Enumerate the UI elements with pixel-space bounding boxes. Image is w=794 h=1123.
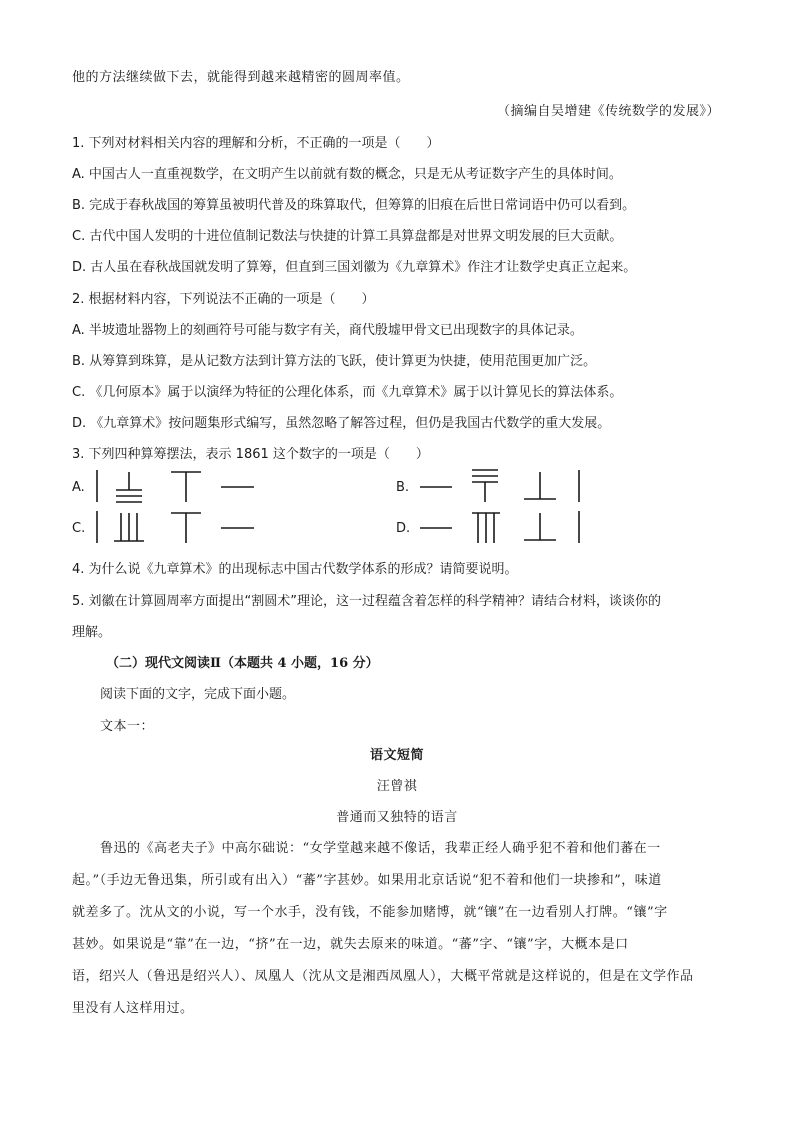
article-line: 起。”（手边无鲁迅集，所引或有出入）“蕃”字甚妙。如果用北京话说“犯不着和他们一块掺和”，味道 — [72, 873, 662, 888]
question-3-option-c-label: C. — [72, 521, 86, 536]
text-one-label: 文本一： — [100, 719, 155, 734]
counting-rods-option-b — [414, 466, 594, 506]
counting-rods-option-c — [88, 507, 268, 547]
question-1-option-a: A. 中国古人一直重视数学，在文明产生以前就有数的概念，只是无从考证数字产生的具体时间。 — [72, 167, 622, 182]
question-2-option-b: B. 从筹算到珠算，是从记数方法到计算方法的飞跃，使计算更为快捷，使用范围更加广泛。 — [72, 354, 597, 369]
question-1-option-c: C. 古代中国人发明的十进位值制记数法与快捷的计算工具算盘都是对世界文明发展的巨大贡献。 — [72, 229, 623, 244]
counting-rods-option-a — [88, 466, 268, 506]
question-3-stem: 3. 下列四种算筹摆法，表示 1861 这个数字的一项是（ ） — [72, 447, 429, 462]
article-line: 鲁迅的《高老夫子》中高尔础说：“女学堂越来越不像话，我辈正经人确乎犯不着和他们蕃在一 — [100, 841, 661, 856]
source-citation: （摘编自吴增建《传统数学的发展》） — [497, 104, 721, 119]
question-2-stem: 2. 根据材料内容，下列说法不正确的一项是（ ） — [72, 292, 375, 307]
continuation-line: 他的方法继续做下去，就能得到越来越精密的圆周率值。 — [72, 70, 410, 85]
article-line: 就差多了。沈从文的小说，写一个水手，没有钱，不能参加赌博，就“镶”在一边看别人打牌。“镶”字 — [72, 905, 668, 920]
article-title: 语文短简 — [369, 748, 424, 763]
article-line: 语，绍兴人（鲁迅是绍兴人）、凤凰人（沈从文是湘西凤凰人），大概平常就是这样说的，但是在文学作品 — [72, 969, 694, 984]
article-line: 里没有人这样用过。 — [72, 1001, 194, 1016]
article-line: 甚妙。如果说是“靠”在一边，“挤”在一边，就失去原来的味道。“蕃”字、“镶”字，大概本是口 — [72, 937, 629, 952]
section-2-instruction: 阅读下面的文字，完成下面小题。 — [100, 687, 296, 702]
counting-rods-option-d — [414, 507, 594, 547]
question-3-option-b-label: B. — [396, 480, 410, 495]
question-1-option-d: D. 古人虽在春秋战国就发明了算筹，但直到三国刘徽为《九章算术》作注才让数学史真正立起来。 — [72, 260, 637, 275]
article-subtitle: 普通而又独特的语言 — [336, 810, 458, 825]
question-2-option-a: A. 半坡遗址器物上的刻画符号可能与数字有关，商代殷墟甲骨文已出现数字的具体记录。 — [72, 323, 583, 338]
question-1-option-b: B. 完成于春秋战国的筹算虽被明代普及的珠算取代，但筹算的旧痕在后世日常词语中仍可以看到。 — [72, 198, 636, 213]
question-5-line-2: 理解。 — [72, 625, 112, 640]
question-3-option-d-label: D. — [396, 521, 411, 536]
article-author: 汪曾祺 — [376, 779, 418, 794]
question-1-stem: 1. 下列对材料相关内容的理解和分析，不正确的一项是（ ） — [72, 136, 440, 151]
question-5-line-1: 5. 刘徽在计算圆周率方面提出“割圆术”理论，这一过程蕴含着怎样的科学精神？请结合材料，谈谈你的 — [72, 594, 662, 609]
section-2-heading: （二）现代文阅读Ⅱ（本题共 4 小题，16 分） — [106, 656, 379, 671]
question-2-option-c: C. 《几何原本》属于以演绎为特征的公理化体系，而《九章算术》属于以计算见长的算法体系。 — [72, 385, 623, 400]
question-3-option-a-label: A. — [72, 480, 85, 495]
question-4: 4. 为什么说《九章算术》的出现标志中国古代数学体系的形成？请简要说明。 — [72, 562, 518, 577]
question-2-option-d: D. 《九章算术》按问题集形式编写，虽然忽略了解答过程，但仍是我国古代数学的重大发展。 — [72, 416, 611, 431]
